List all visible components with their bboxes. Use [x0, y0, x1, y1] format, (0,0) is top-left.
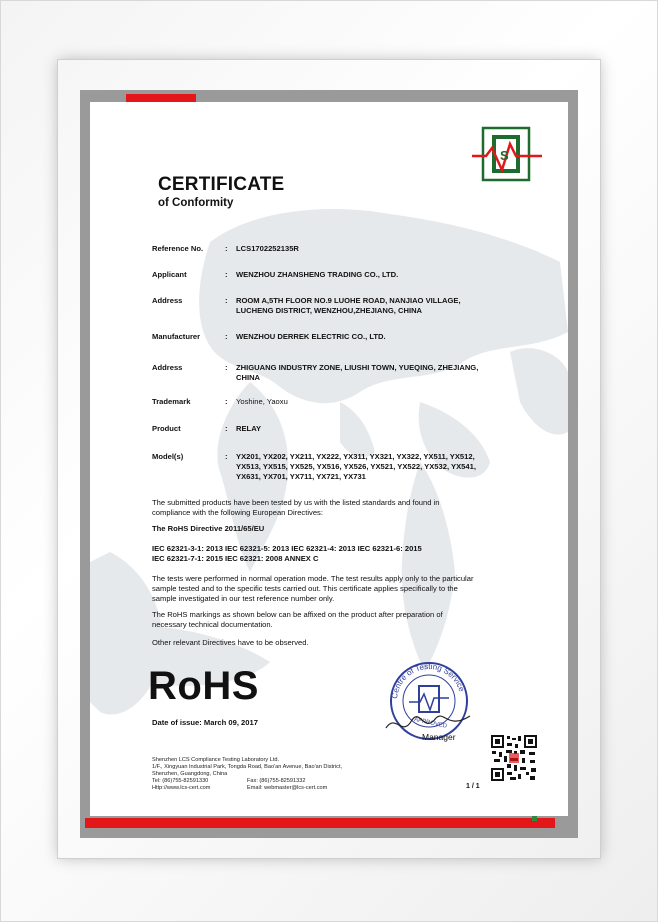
footer-email: Email: webmaster@lcs-cert.com	[247, 785, 328, 791]
field-value-manufacturer: WENZHOU DERREK ELECTRIC CO., LTD.	[236, 332, 386, 341]
page-number: 1 / 1	[466, 783, 480, 790]
field-label-trademark: Trademark	[152, 397, 191, 406]
mat-red-stripe-top	[126, 94, 196, 102]
footer-address-line1: 1/F., Xingyuan Industrial Park, Tongda Road, Bao'an Avenue, Bao'an District,	[152, 764, 343, 770]
field-label-address: Address	[152, 363, 183, 372]
mat-red-stripe-bottom	[85, 818, 555, 828]
standards-line2: IEC 62321-7-1: 2015 IEC 62321: 2008 ANNEX C	[152, 554, 319, 563]
field-value-models-line2: YX513, YX515, YX525, YX516, YX526, YX521, YX522, YX532, YX541,	[236, 462, 476, 471]
manager-label: Manager	[422, 732, 456, 742]
footer-website: Http://www.lcs-cert.com	[152, 785, 211, 791]
submitted-text-line2: compliance with the following European Directives:	[152, 508, 323, 517]
field-value-trademark: Yoshine, Yaoxu	[236, 397, 288, 406]
lcs-logo	[472, 126, 542, 184]
tests-text-line1: The tests were performed in normal operation mode. The test results apply only to the particular	[152, 574, 474, 583]
field-label-models: Model(s)	[152, 452, 184, 461]
footer-tel: Tel: (86)755-82591330	[152, 778, 209, 784]
field-value-models-line1: YX201, YX202, YX211, YX222, YX311, YX321, YX322, YX511, YX512,	[236, 452, 475, 461]
field-sep: :	[225, 363, 228, 372]
certificate-subtitle: of Conformity	[158, 197, 234, 209]
tests-text-line3: sample investigated in our test reference number only.	[152, 594, 335, 603]
other-directives-text: Other relevant Directives have to be observed.	[152, 638, 309, 647]
markings-text-line1: The RoHS markings as shown below can be affixed on the product after preparation of	[152, 610, 443, 619]
field-sep: :	[225, 244, 228, 253]
field-label-applicant: Applicant	[152, 270, 187, 279]
submitted-text-line1: The submitted products have been tested by us with the listed standards and found in	[152, 498, 440, 507]
date-of-issue: Date of issue: March 09, 2017	[152, 718, 258, 727]
field-label-manufacturer: Manufacturer	[152, 332, 201, 341]
field-label-product: Product	[152, 424, 181, 433]
field-sep: :	[225, 424, 228, 433]
field-value-address-line1: ROOM A,5TH FLOOR NO.9 LUOHE ROAD, NANJIAO VILLAGE,	[236, 296, 461, 305]
field-sep: :	[225, 270, 228, 279]
field-sep: :	[225, 397, 228, 406]
svg-text:S: S	[500, 148, 509, 163]
field-value-applicant: WENZHOU ZHANSHENG TRADING CO., LTD.	[236, 270, 399, 279]
certificate-paper	[90, 102, 568, 816]
stamp-ring-text: Centre of Testing Service	[390, 661, 467, 700]
certificate-title: CERTIFICATE	[158, 174, 285, 195]
field-sep: :	[225, 452, 228, 461]
field-value-product: RELAY	[236, 424, 262, 433]
qr-code	[490, 734, 538, 782]
field-value-models-line3: YX631, YX701, YX711, YX721, YX731	[236, 472, 366, 481]
footer-address-line2: Shenzhen, Guangdong, China	[152, 771, 228, 777]
field-label-reference: Reference No.	[152, 244, 204, 253]
field-sep: :	[225, 296, 228, 305]
stamp-approved-text: APPROVED	[413, 716, 448, 730]
field-value-reference: LCS1702252135R	[236, 244, 299, 253]
rohs-mark: RoHS	[148, 664, 259, 708]
footer-lab-name: Shenzhen LCS Compliance Testing Laboratory Ltd.	[152, 757, 280, 763]
field-label-address: Address	[152, 296, 183, 305]
directive-title: The RoHS Directive 2011/65/EU	[152, 524, 265, 533]
field-value-mfr-address-line1: ZHIGUANG INDUSTRY ZONE, LIUSHI TOWN, YUEQING, ZHEJIANG,	[236, 363, 479, 372]
field-sep: :	[225, 332, 228, 341]
standards-line1: IEC 62321-3-1: 2013 IEC 62321-5: 2013 IEC 62321-4: 2013 IEC 62321-6: 2015	[152, 544, 422, 553]
tests-text-line2: sample tested and to the specific tests carried out. This certificate applies specifically to the	[152, 584, 458, 593]
field-value-mfr-address-line2: CHINA	[236, 373, 261, 382]
footer-fax: Fax: (86)755-82591332	[247, 778, 306, 784]
field-value-address-line2: LUCHENG DISTRICT, WENZHOU,ZHEJIANG, CHINA	[236, 306, 423, 315]
markings-text-line2: necessary technical documentation.	[152, 620, 273, 629]
